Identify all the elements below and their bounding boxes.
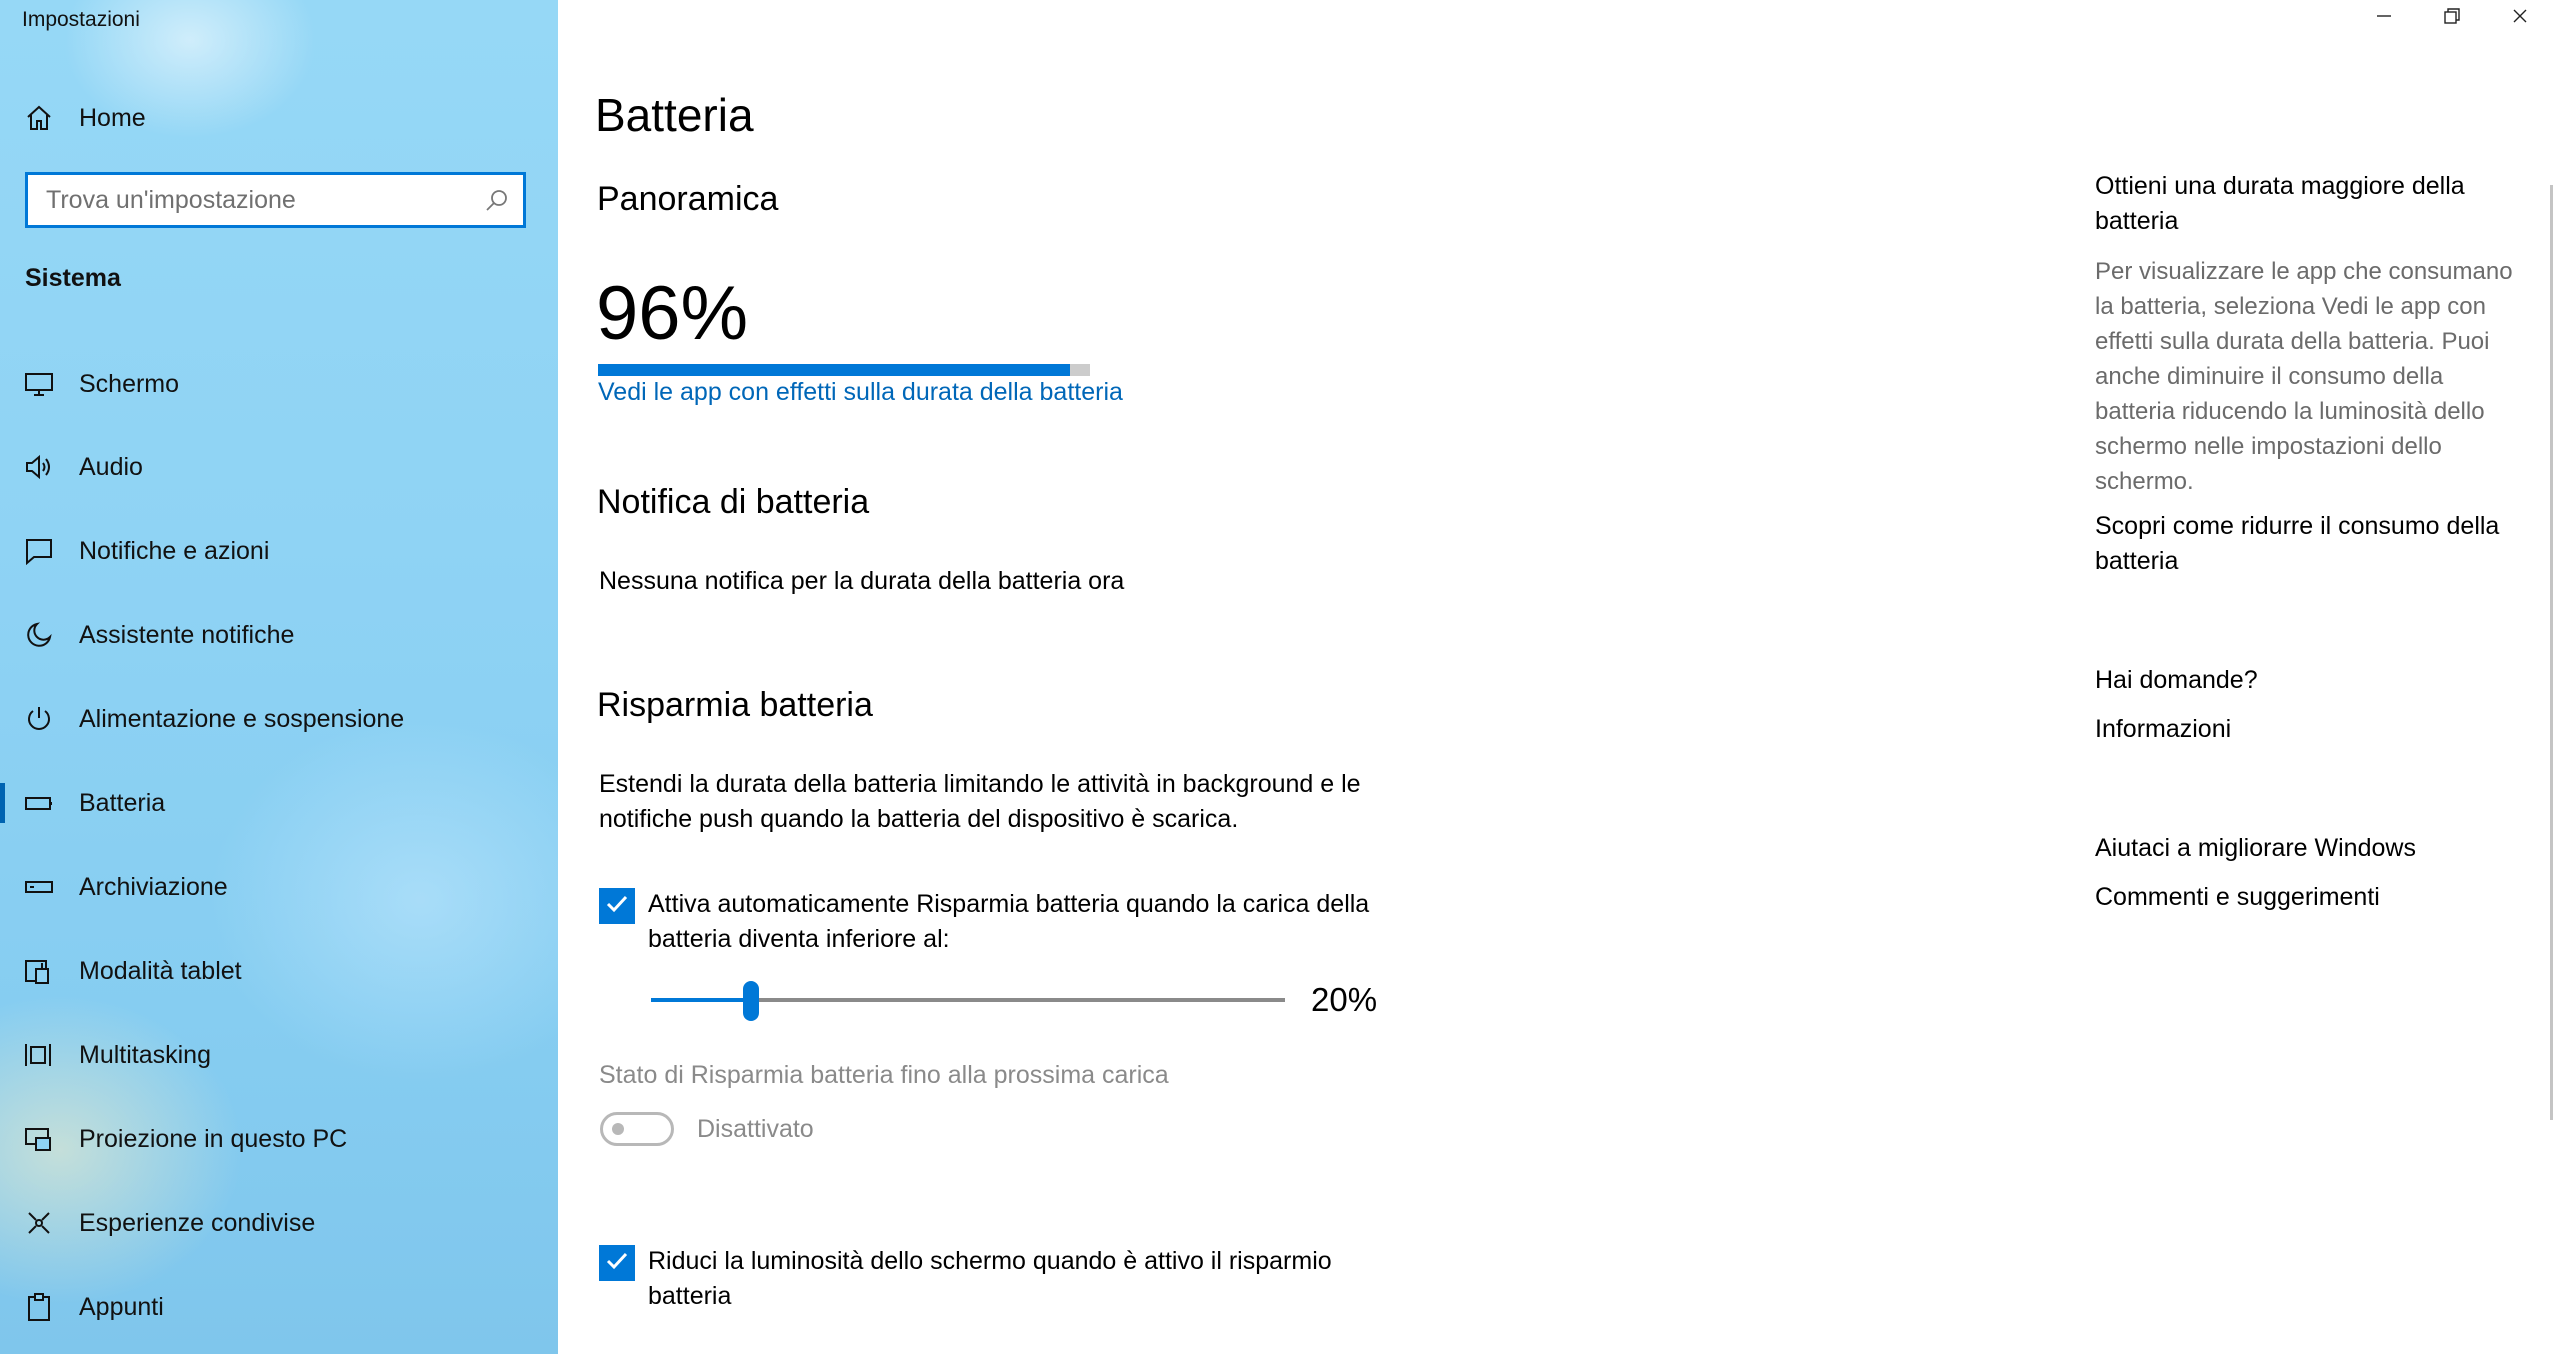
feedback-link[interactable]: Commenti e suggerimenti (2095, 883, 2380, 911)
multitasking-icon (24, 1040, 54, 1070)
battery-level-bar (598, 364, 1090, 376)
sidebar-item-label: Schermo (79, 369, 180, 398)
sidebar-item-label: Modalità tablet (79, 956, 242, 985)
home-icon (24, 103, 54, 133)
page-title: Batteria (595, 89, 754, 141)
clipboard-icon (24, 1292, 54, 1322)
saver-heading: Risparmia batteria (597, 686, 873, 724)
tips-link[interactable]: Scopri come ridurre il consumo della batteria (2095, 512, 2500, 575)
sidebar-item-label: Proiezione in questo PC (79, 1124, 348, 1153)
search-box[interactable] (25, 172, 526, 228)
threshold-slider-fill (651, 998, 751, 1002)
sidebar (0, 0, 558, 1354)
sidebar-item-label: Esperienze condivise (79, 1208, 316, 1237)
saver-description: Estendi la durata della batteria limitando le attività in background e le notifiche push quando la batteria del dispositivo è scarica. (599, 770, 1361, 833)
toggle-knob (612, 1123, 624, 1135)
restore-icon (2443, 7, 2461, 30)
projection-icon (24, 1124, 54, 1154)
sidebar-item-batteria[interactable] (0, 768, 558, 838)
auto-saver-checkbox[interactable] (599, 888, 635, 924)
dim-screen-label: Riduci la luminosità dello schermo quando è attivo il risparmio batteria (648, 1247, 1332, 1310)
battery-percent: 96% (596, 271, 749, 356)
overview-heading: Panoramica (597, 180, 779, 218)
moon-icon (24, 620, 54, 650)
sidebar-item-label: Alimentazione e sospensione (79, 704, 405, 733)
sidebar-item-tablet[interactable] (0, 936, 558, 1006)
sidebar-item-archiviazione[interactable] (0, 852, 558, 922)
sidebar-item-label: Home (79, 103, 146, 132)
sidebar-item-notifiche[interactable] (0, 516, 558, 586)
shared-experiences-icon (24, 1208, 54, 1238)
speaker-icon (24, 452, 54, 482)
tips-text: Per visualizzare le app che consumano la batteria, seleziona Vedi le app con effetti sulla durata della batteria. Puoi anche diminuire il consumo della batteria riducendo la luminosità dello schermo nelle impostazioni dello schermo. (2095, 258, 2513, 495)
threshold-value: 20% (1311, 981, 1378, 1018)
search-icon[interactable] (483, 187, 511, 215)
sidebar-item-proiezione[interactable] (0, 1104, 558, 1174)
sidebar-item-label: Appunti (79, 1292, 164, 1321)
notification-icon (24, 536, 54, 566)
sidebar-item-audio[interactable] (0, 432, 558, 502)
sidebar-item-label: Multitasking (79, 1040, 211, 1069)
sidebar-item-assistente[interactable] (0, 600, 558, 670)
sidebar-item-multitasking[interactable] (0, 1020, 558, 1090)
sidebar-item-esperienze[interactable] (0, 1188, 558, 1258)
auto-saver-label: Attiva automaticamente Risparmia batteria quando la carica della batteria diventa inferiore al: (648, 890, 1370, 953)
battery-icon (24, 788, 54, 818)
minimize-button[interactable] (2350, 0, 2418, 36)
checkmark-icon (603, 890, 631, 923)
questions-heading: Hai domande? (2095, 666, 2258, 694)
toggle-state-label: Disattivato (697, 1115, 814, 1143)
minimize-icon (2375, 7, 2393, 30)
apps-battery-link[interactable]: Vedi le app con effetti sulla durata della batteria (598, 378, 1123, 406)
sidebar-item-schermo[interactable] (0, 349, 558, 419)
saver-status-toggle[interactable] (600, 1112, 674, 1146)
sidebar-item-home[interactable] (0, 83, 558, 153)
search-input[interactable] (46, 175, 486, 225)
power-icon (24, 704, 54, 734)
feedback-heading: Aiutaci a migliorare Windows (2095, 834, 2416, 862)
saver-status-label: Stato di Risparmia batteria fino alla prossima carica (599, 1061, 1169, 1089)
notification-heading: Notifica di batteria (597, 483, 870, 521)
threshold-slider-thumb[interactable] (743, 981, 759, 1021)
restore-button[interactable] (2418, 0, 2486, 36)
storage-icon (24, 872, 54, 902)
sidebar-item-label: Archiviazione (79, 872, 228, 901)
section-label: Sistema (25, 264, 121, 292)
sidebar-item-label: Assistente notifiche (79, 620, 295, 649)
checkmark-icon (603, 1247, 631, 1280)
sidebar-item-appunti[interactable] (0, 1272, 558, 1342)
sidebar-item-label: Notifiche e azioni (79, 536, 270, 565)
sidebar-item-label: Audio (79, 452, 143, 481)
sidebar-item-label: Batteria (79, 788, 166, 817)
sidebar-item-alimentazione[interactable] (0, 684, 558, 754)
info-link[interactable]: Informazioni (2095, 715, 2232, 743)
app-title: Impostazioni (22, 8, 140, 31)
dim-screen-checkbox[interactable] (599, 1245, 635, 1281)
close-button[interactable] (2486, 0, 2554, 36)
tips-heading: Ottieni una durata maggiore della batteria (2095, 172, 2465, 235)
battery-level-fill (598, 364, 1070, 376)
scrollbar[interactable] (2550, 185, 2553, 1120)
close-icon (2511, 7, 2529, 30)
monitor-icon (24, 369, 54, 399)
tablet-icon (24, 956, 54, 986)
notification-text: Nessuna notifica per la durata della batteria ora (599, 567, 1125, 595)
